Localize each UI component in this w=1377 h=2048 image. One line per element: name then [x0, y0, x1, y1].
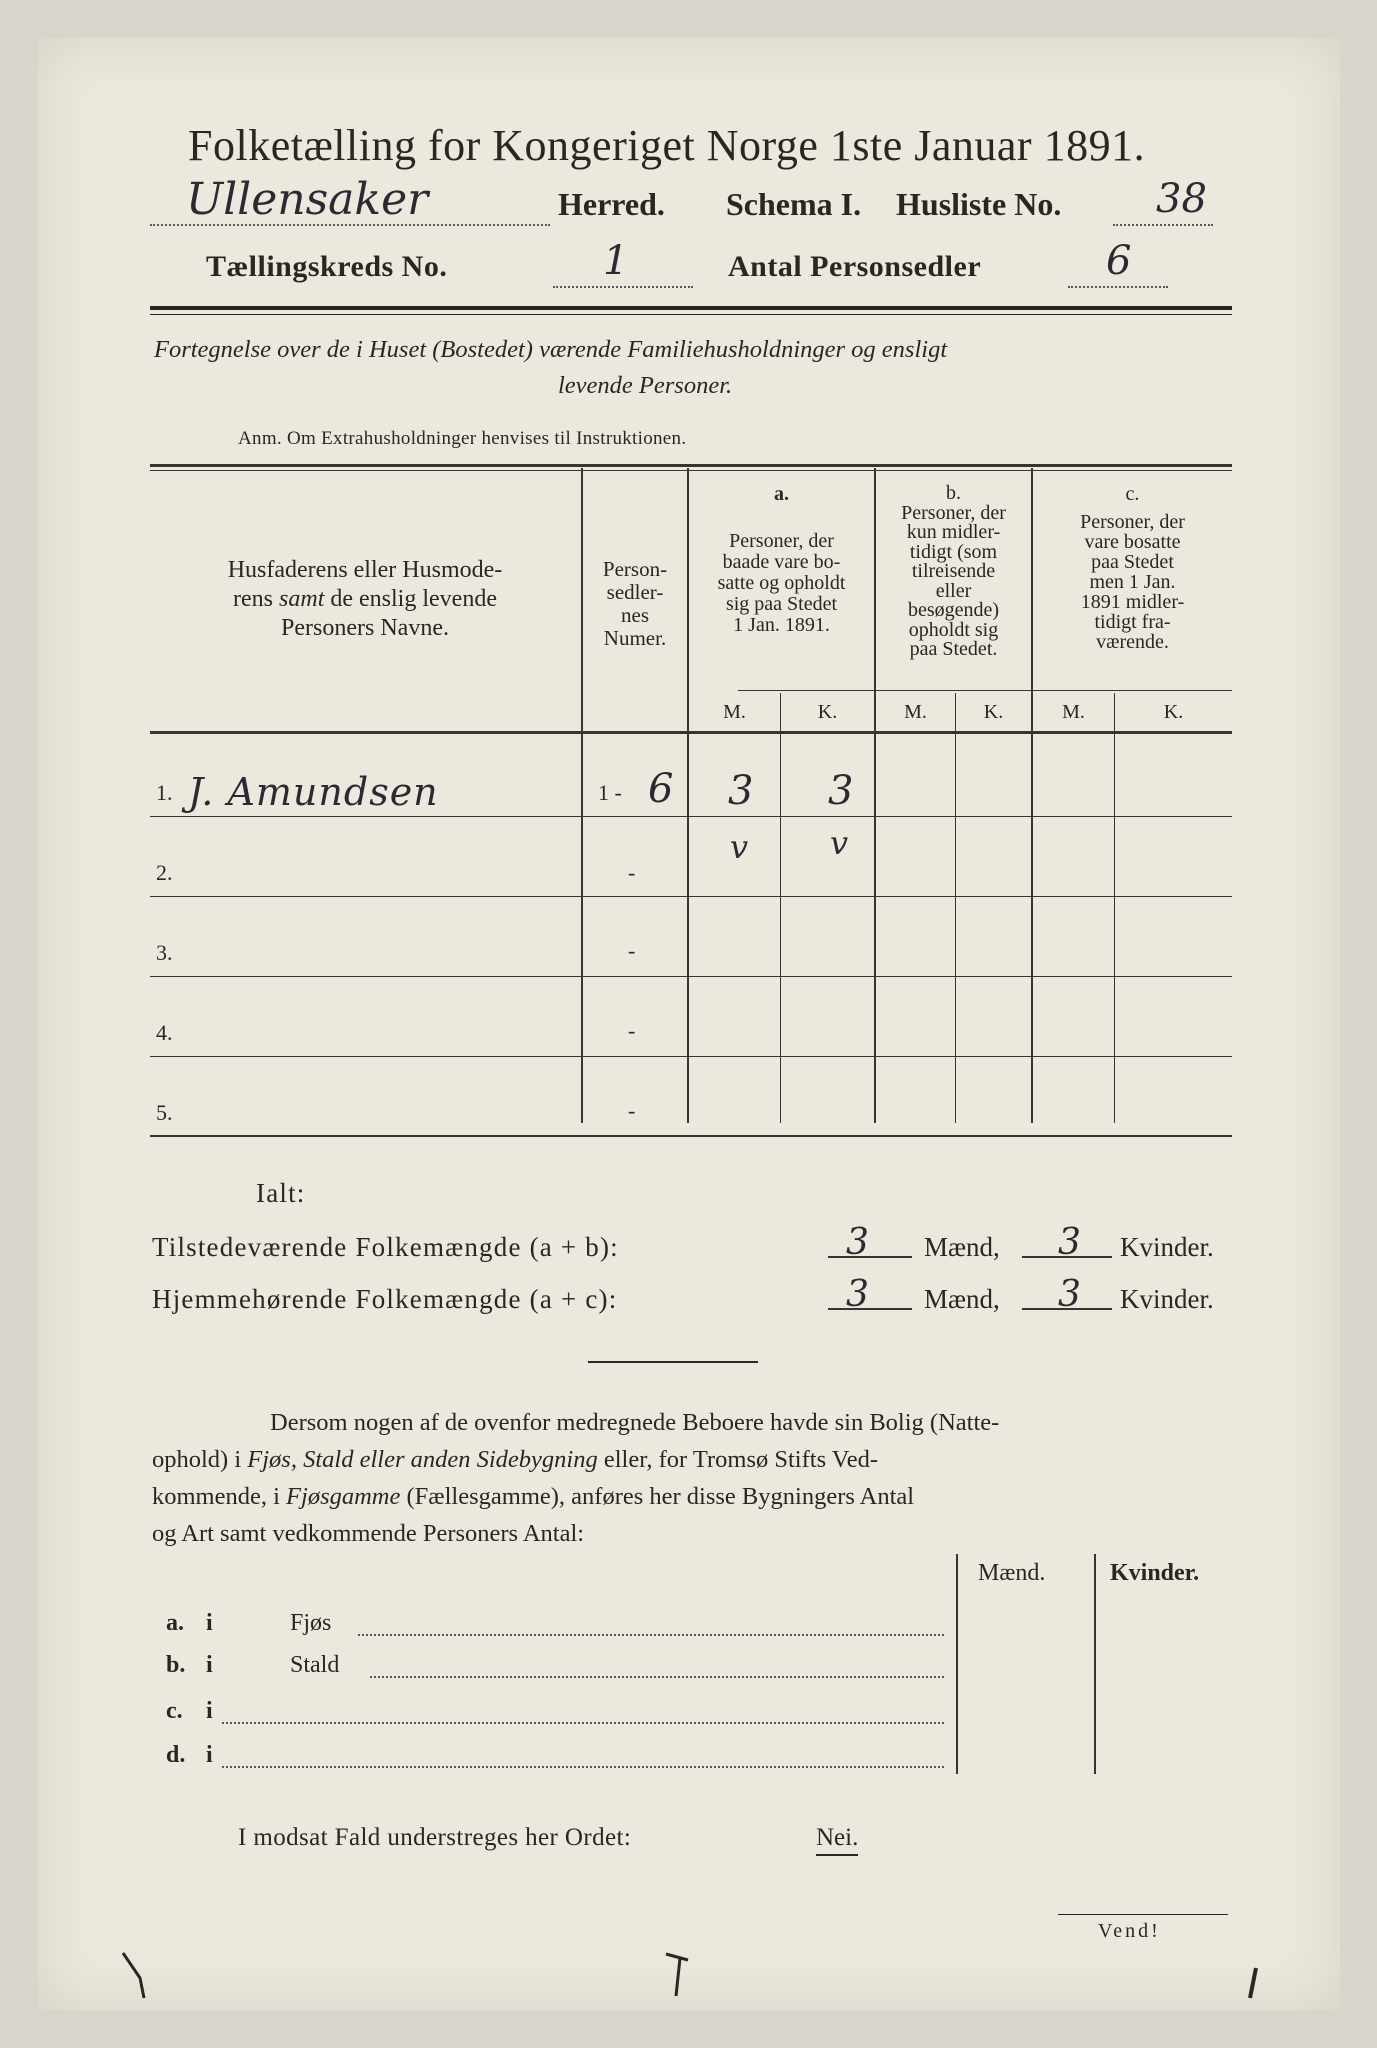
bolig-item-c-letter: c.	[166, 1698, 183, 1724]
bolig-item-b-i: i	[206, 1652, 213, 1678]
col-a-letter: a.	[774, 483, 789, 505]
row2-a-m: v	[730, 828, 749, 866]
personsedler-dotted-line	[1068, 286, 1168, 288]
col-b-line1: Personer, der	[901, 501, 1006, 524]
col-name-line2c: de enslig levende	[324, 586, 497, 612]
mk-label-b-m: M.	[904, 701, 927, 723]
col-name-line3: Personers Navne.	[281, 615, 449, 641]
row-number-4: 4.	[156, 1020, 173, 1045]
bolig-item-c-dots	[222, 1722, 944, 1724]
col-a-header	[689, 484, 874, 636]
col-c-line1: Personer, der	[1080, 511, 1185, 533]
row-line-2	[150, 896, 1232, 897]
bolig-item-a-dots	[358, 1634, 944, 1636]
col-num-line2: sedler-	[606, 580, 664, 604]
row-line-1	[150, 816, 1232, 817]
col-name-header	[150, 556, 580, 643]
bolig-item-d-letter: d.	[166, 1742, 186, 1768]
bolig-item-a-i: i	[206, 1610, 213, 1636]
bolig-line1	[152, 1404, 1232, 1441]
bolig-item-a-label: Fjøs	[290, 1610, 332, 1636]
ialt-label: Ialt:	[256, 1178, 306, 1208]
anm-note: Anm. Om Extrahusholdninger henvises til Instruktionen.	[238, 428, 687, 449]
col-b-header	[876, 484, 1031, 660]
table-top-rule	[150, 464, 1232, 467]
mk-top-rule-b	[876, 690, 1031, 691]
bolig-col-line-1	[956, 1554, 958, 1774]
col-b-line5: eller	[935, 579, 972, 602]
intro-line1: Fortegnelse over de i Huset (Bostedet) værende Familiehusholdninger og ensligt	[154, 336, 948, 363]
row1-num-prefix: 1 -	[598, 780, 622, 805]
herred-dotted-line	[150, 224, 550, 226]
bolig-col-line-2	[1094, 1554, 1096, 1774]
col-b-line8: paa Stedet.	[909, 638, 998, 660]
bolig-paragraph	[152, 1404, 1232, 1552]
row-line-3	[150, 976, 1232, 977]
col-name-line1: Husfaderens eller Husmode-	[227, 557, 503, 583]
bolig-line1-text: Dersom nogen af de ovenfor medregnede Beboere havde sin Bolig (Natte-	[270, 1409, 1000, 1436]
bolig-line2a: ophold) i	[152, 1446, 248, 1473]
col-c-line3: paa Stedet	[1091, 551, 1174, 573]
tilst-m-line	[828, 1256, 912, 1258]
bolig-col-maend: Mænd.	[978, 1560, 1046, 1586]
personsedler-number: 6	[1106, 238, 1132, 284]
bolig-item-d-dots	[222, 1766, 944, 1768]
bolig-item-c-i: i	[206, 1698, 213, 1724]
row1-num: 6	[648, 766, 674, 812]
col-c-line5: 1891 midler-	[1080, 591, 1185, 613]
kreds-label: Tællingskreds No.	[206, 250, 448, 283]
hjem-k-value: 3	[1058, 1274, 1081, 1315]
mk-label-a-m: M.	[723, 701, 746, 723]
col-c-header	[1033, 484, 1232, 652]
husliste-dotted-line	[1113, 224, 1213, 226]
bolig-line2b: Fjøs, Stald eller anden Sidebygning	[247, 1446, 598, 1473]
nei-word: Nei.	[816, 1824, 858, 1856]
col-name-line2a: rens	[233, 586, 280, 612]
mk-split-a	[780, 693, 781, 1123]
row5-num-prefix: -	[628, 1098, 636, 1123]
corner-mark-center-icon	[658, 1948, 698, 2008]
herred-label: Herred.	[558, 186, 665, 222]
col-a-line2: baade vare bo-	[722, 551, 841, 573]
col-name-line2	[150, 585, 580, 614]
mk-split-c	[1114, 693, 1115, 1123]
census-form-page	[38, 38, 1340, 2010]
vend-label: Vend!	[1098, 1920, 1161, 1942]
row-number-1: 1.	[156, 780, 173, 805]
tilst-kvinder: Kvinder.	[1120, 1232, 1214, 1262]
hjem-m-line	[828, 1308, 912, 1310]
col-a-line1: Personer, der	[729, 530, 834, 552]
tilst-m-value: 3	[846, 1222, 869, 1263]
bolig-line2	[152, 1441, 1232, 1478]
bolig-item-a-letter: a.	[166, 1610, 184, 1636]
vend-rule	[1058, 1914, 1228, 1915]
col-c-line2: vare bosatte	[1084, 531, 1181, 553]
bolig-item-d-i: i	[206, 1742, 213, 1768]
col-c-letter: c.	[1125, 483, 1140, 505]
hjem-m-value: 3	[846, 1274, 869, 1315]
bolig-item-b-letter: b.	[166, 1652, 186, 1678]
row-number-5: 5.	[156, 1100, 173, 1125]
nei-prefix: I modsat Fald understreges her Ordet:	[238, 1824, 632, 1851]
mk-label-a-k: K.	[817, 701, 838, 723]
row1-a-m: 3	[728, 768, 754, 814]
intro-line2: levende Personer.	[558, 372, 733, 399]
mk-split-b	[955, 693, 956, 1123]
header-rule-thin	[150, 314, 1232, 315]
hjem-maend: Mænd,	[924, 1284, 1000, 1314]
col-b-line3: tidigt (som	[909, 540, 998, 563]
col-num-line4: Numer.	[603, 626, 667, 650]
row1-a-k: 3	[828, 768, 854, 814]
husliste-number: 38	[1156, 176, 1207, 222]
mk-top-rule-a	[738, 690, 874, 691]
bolig-line4: og Art samt vedkommende Personers Antal:	[152, 1520, 585, 1547]
col-c-line6: tidigt fra-	[1094, 611, 1171, 633]
bolig-line3b: Fjøsgamme	[286, 1483, 401, 1510]
col-b-line2: kun midler-	[906, 521, 1001, 543]
row4-num-prefix: -	[628, 1018, 636, 1043]
col-b-line7: opholdt sig	[908, 618, 999, 641]
row2-a-k: v	[830, 824, 849, 862]
col-num-line1: Person-	[602, 557, 668, 581]
section-separator	[588, 1361, 758, 1363]
kreds-dotted-line	[553, 286, 693, 288]
table-top-rule-thin	[150, 470, 1232, 471]
table-header-bottom-rule	[150, 731, 1232, 734]
bolig-line3c: (Fællesgamme), anføres her disse Bygningers Antal	[400, 1483, 915, 1510]
row-number-2: 2.	[156, 860, 173, 885]
col-num-line3: nes	[621, 603, 649, 627]
bolig-col-kvinder: Kvinder.	[1110, 1560, 1200, 1586]
col-num-header	[583, 558, 687, 650]
col-c-line4: men 1 Jan.	[1089, 571, 1176, 593]
herred-name: Ullensaker	[186, 174, 429, 225]
row-line-4	[150, 1056, 1232, 1057]
hjem-label: Hjemmehørende Folkemængde (a + c):	[152, 1284, 618, 1314]
bolig-item-b-label: Stald	[290, 1652, 340, 1678]
row-number-3: 3.	[156, 940, 173, 965]
tilst-label: Tilstedeværende Folkemængde (a + b):	[152, 1232, 619, 1262]
corner-mark-left-icon	[118, 1948, 158, 2008]
col-c-line7: værende.	[1096, 631, 1169, 653]
row2-num-prefix: -	[628, 860, 636, 885]
kreds-number: 1	[603, 238, 629, 284]
tilst-maend: Mænd,	[924, 1232, 1000, 1262]
hjem-kvinder: Kvinder.	[1120, 1284, 1214, 1314]
tilst-k-value: 3	[1058, 1222, 1081, 1263]
col-b-line6: besøgende)	[907, 599, 1000, 621]
bolig-line2c: eller, for Tromsø Stifts Ved-	[597, 1446, 879, 1473]
schema-label: Schema I.	[726, 186, 862, 222]
bolig-item-b-dots	[370, 1676, 944, 1678]
corner-mark-right-icon	[1238, 1964, 1268, 2004]
row1-name: J. Amundsen	[188, 770, 439, 814]
col-b-letter: b.	[946, 482, 961, 504]
col-name-line2b: samt	[279, 586, 325, 612]
personsedler-label: Antal Personsedler	[728, 250, 982, 283]
mk-top-rule-c	[1033, 690, 1232, 691]
bolig-line3a: kommende, i	[152, 1483, 287, 1510]
col-a-line3: satte og opholdt	[717, 572, 846, 594]
mk-label-c-m: M.	[1062, 701, 1085, 723]
col-b-line4: tilreisende	[911, 560, 996, 582]
col-a-line5: 1 Jan. 1891.	[733, 614, 830, 636]
mk-label-b-k: K.	[983, 701, 1004, 723]
table-bottom-rule	[150, 1135, 1232, 1137]
husliste-label: Husliste No.	[896, 186, 1062, 222]
row3-num-prefix: -	[628, 938, 636, 963]
bolig-line3	[152, 1478, 1232, 1515]
header-rule-thick	[150, 306, 1232, 310]
mk-label-c-k: K.	[1163, 701, 1184, 723]
col-a-line4: sig paa Stedet	[725, 593, 838, 615]
form-title: Folketælling for Kongeriget Norge 1ste Januar 1891.	[188, 121, 1146, 170]
